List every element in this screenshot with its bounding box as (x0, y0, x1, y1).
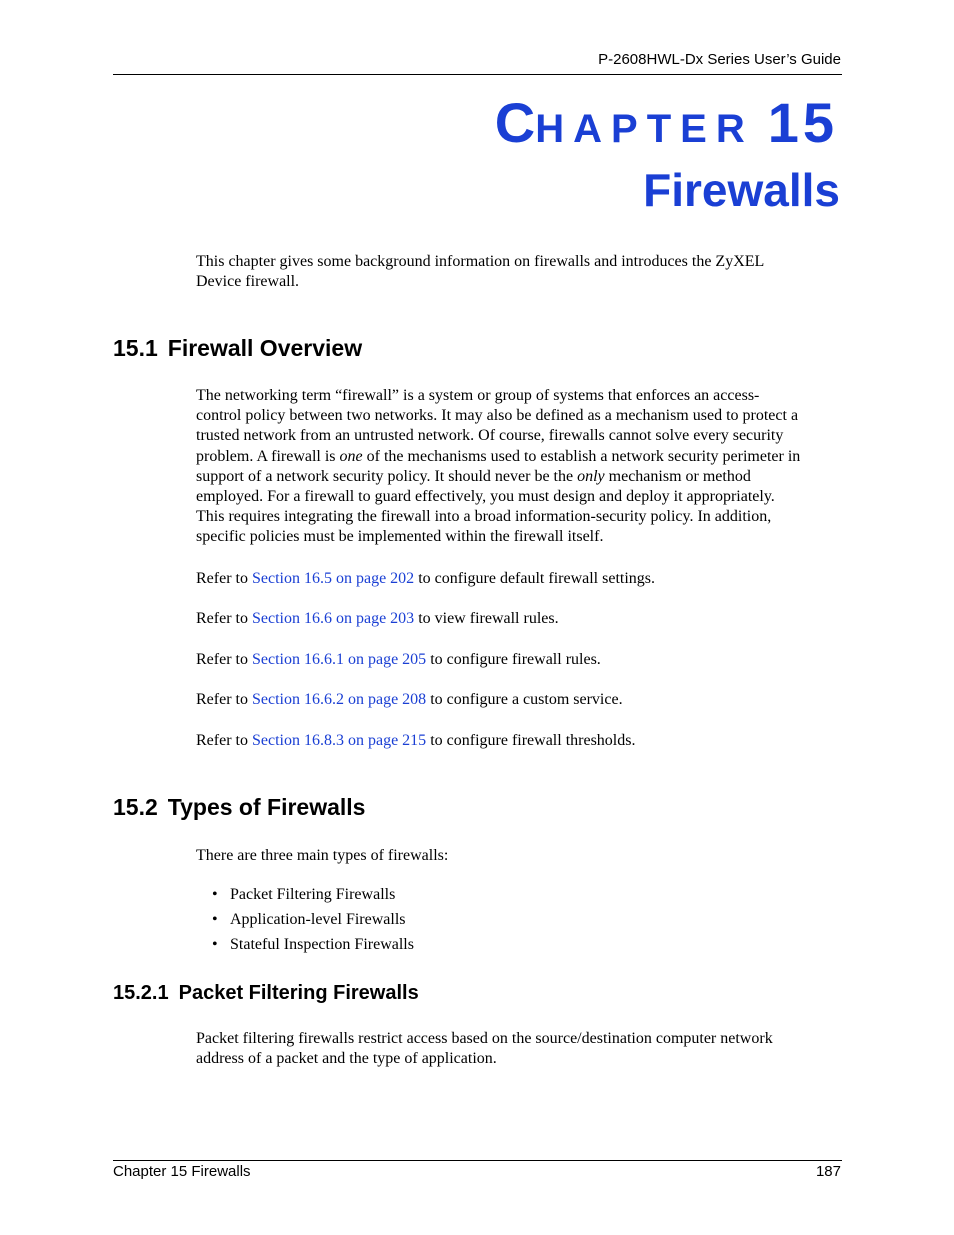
emphasis-text: only (577, 467, 605, 485)
ref-prefix: Refer to (196, 610, 252, 627)
firewall-types-list (212, 885, 414, 960)
body-line: The networking term “firewall” is a system or group of systems that enforces an access- (196, 387, 760, 404)
section-heading-firewall-overview (113, 337, 362, 360)
body-line: control policy between two networks. It may also be defined as a mechanism used to protect a (196, 407, 799, 425)
chapter-label-rest: HAPTER (535, 107, 754, 151)
reference-line (196, 690, 844, 710)
section-link[interactable]: Section 16.5 on page 202 (251, 570, 415, 587)
body-line: trusted network from an untrusted network. Of course, firewalls cannot solve every security (196, 427, 784, 445)
ref-suffix: to configure firewall rules. (426, 651, 601, 668)
list-item-text: Stateful Inspection Firewalls (230, 936, 414, 953)
ref-suffix: to configure firewall thresholds. (426, 732, 636, 749)
body-line: of the mechanisms used to establish a network security perimeter in (362, 447, 801, 465)
section-link[interactable]: Section 16.6 on page 203 (251, 610, 415, 627)
chapter-title: Firewalls (643, 164, 840, 216)
intro-line: This chapter gives some background information on firewalls and introduces the ZyXEL (196, 253, 765, 270)
header-rule (113, 74, 842, 75)
section-link[interactable]: Section 16.6.1 on page 205 (251, 651, 427, 668)
section-link[interactable]: Section 16.6.2 on page 208 (251, 691, 427, 708)
section-title: Firewall Overview (167, 335, 363, 361)
ref-prefix: Refer to (196, 570, 252, 587)
running-header: P-2608HWL-Dx Series User’s Guide (598, 51, 841, 68)
section-heading-types-of-firewalls (113, 796, 365, 819)
bullet-icon: • (212, 936, 218, 953)
ref-prefix: Refer to (196, 732, 252, 749)
section-link[interactable]: Section 16.8.3 on page 215 (251, 732, 427, 749)
footer-chapter-title: Chapter 15 Firewalls (113, 1163, 251, 1180)
ref-prefix: Refer to (196, 651, 252, 668)
body-line: support of a network security policy. It should never be the (196, 467, 578, 485)
emphasis-text: one (339, 447, 363, 465)
chapter-number: 15 (767, 91, 838, 154)
body-line: This requires integrating the firewall into a broad information-security policy. In addition, (196, 508, 772, 526)
ref-suffix: to configure default firewall settings. (414, 570, 655, 587)
reference-line (196, 650, 844, 670)
bullet-icon: • (212, 911, 218, 928)
section-number: 15.2 (113, 794, 158, 820)
section-title: Types of Firewalls (167, 794, 366, 820)
list-item-text: Application-level Firewalls (230, 911, 406, 928)
body-line: Packet filtering firewalls restrict access based on the source/destination computer network (196, 1030, 773, 1047)
ref-suffix: to view firewall rules. (414, 610, 559, 627)
overview-paragraph (196, 386, 844, 548)
subsection-number: 15.2.1 (113, 982, 169, 1004)
ref-prefix: Refer to (196, 691, 252, 708)
footer-rule (113, 1160, 842, 1161)
body-line: specific policies must be implemented within the firewall itself. (196, 528, 604, 546)
section-number: 15.1 (113, 335, 158, 361)
body-line: address of a packet and the type of application. (196, 1050, 497, 1068)
body-line: mechanism or method (604, 467, 751, 485)
list-item (212, 885, 414, 910)
list-item (212, 935, 414, 960)
reference-line (196, 731, 844, 751)
chapter-label (494, 91, 838, 154)
footer-page-number: 187 (815, 1163, 841, 1180)
packet-filtering-paragraph (196, 1029, 844, 1069)
bullet-icon: • (212, 886, 218, 903)
list-item (212, 910, 414, 935)
body-line: problem. A firewall is (196, 447, 340, 465)
ref-suffix: to configure a custom service. (426, 691, 623, 708)
body-line: employed. For a firewall to guard effectively, you must design and deploy it appropriately. (196, 488, 775, 506)
intro-line: Device firewall. (196, 273, 300, 291)
reference-line (196, 609, 844, 629)
reference-line (196, 569, 844, 589)
list-item-text: Packet Filtering Firewalls (230, 886, 396, 903)
subsection-heading-packet-filtering (113, 983, 419, 1003)
intro-paragraph (196, 252, 844, 292)
chapter-label-initial: C (494, 91, 536, 154)
subsection-title: Packet Filtering Firewalls (178, 982, 419, 1004)
types-intro: There are three main types of firewalls: (196, 847, 449, 864)
